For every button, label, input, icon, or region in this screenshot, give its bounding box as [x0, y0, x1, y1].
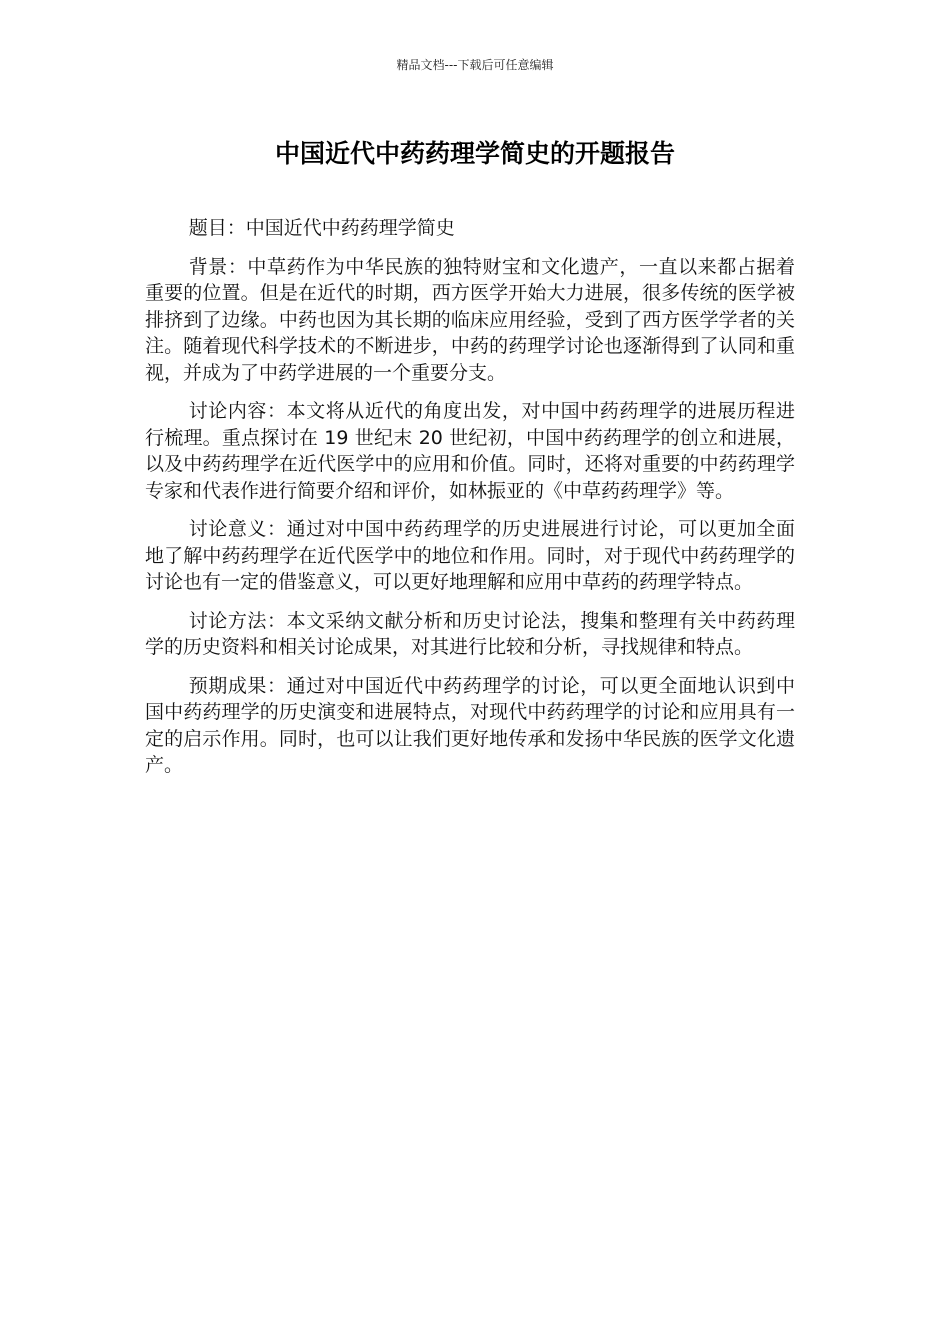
section-topic	[145, 215, 795, 242]
page-header: 精品文档---下载后可任意编辑	[396, 58, 554, 72]
document-title: 中国近代中药药理学简史的开题报告	[274, 139, 675, 168]
section-significance	[145, 516, 795, 596]
section-expected-results-text: 通过对中国近代中药药理学的讨论，可以更全面地认识到中国中药药理学的历史演变和进展特点，对现代中药药理学的讨论和应用具有一定的启示作用。同时，也可以让我们更好地传承和发扬中华民族的医学文化遗产。	[145, 674, 795, 776]
section-methods	[145, 608, 795, 661]
section-background-text: 中草药作为中华民族的独特财宝和文化遗产，一直以来都占据着重要的位置。但是在近代的时期，西方医学开始大力进展，很多传统的医学被排挤到了边缘。中药也因为其长期的临床应用经验，受到了西方医学学者的关注。随着现代科学技术的不断进步，中药的药理学讨论也逐渐得到了认同和重视，并成为了中药学进展的一个重要分支。	[145, 255, 795, 384]
section-methods-label: 讨论方法：	[188, 609, 287, 632]
section-research-content-text: 本文将从近代的角度出发，对中国中药药理学的进展历程进行梳理。重点探讨在 19 世纪末 20 世纪初，中国中药药理学的创立和进展，以及中药药理学在近代医学中的应用和价值。同时，还将对重要的中药药理学专家和代表作进行简要介绍和评价，如林振亚的《中草药药理学》等。	[145, 400, 795, 502]
section-research-content-label: 讨论内容：	[188, 400, 287, 422]
section-research-content	[145, 398, 795, 504]
section-expected-results	[145, 673, 795, 779]
section-significance-text: 通过对中国中药药理学的历史进展进行讨论，可以更加全面地了解中药药理学在近代医学中的地位和作用。同时，对于现代中药药理学的讨论也有一定的借鉴意义，可以更好地理解和应用中草药的药理学特点。	[145, 518, 795, 593]
document-body	[145, 215, 795, 791]
section-expected-results-label: 预期成果：	[188, 674, 287, 697]
section-background	[145, 254, 795, 387]
section-methods-text: 本文采纳文献分析和历史讨论法，搜集和整理有关中药药理学的历史资料和相关讨论成果，对其进行比较和分析，寻找规律和特点。	[145, 609, 795, 658]
section-topic-text: 中国近代中药药理学简史	[245, 217, 455, 239]
section-significance-label: 讨论意义：	[188, 518, 287, 540]
section-topic-label: 题目：	[188, 217, 246, 239]
section-background-label: 背景：	[188, 255, 248, 278]
